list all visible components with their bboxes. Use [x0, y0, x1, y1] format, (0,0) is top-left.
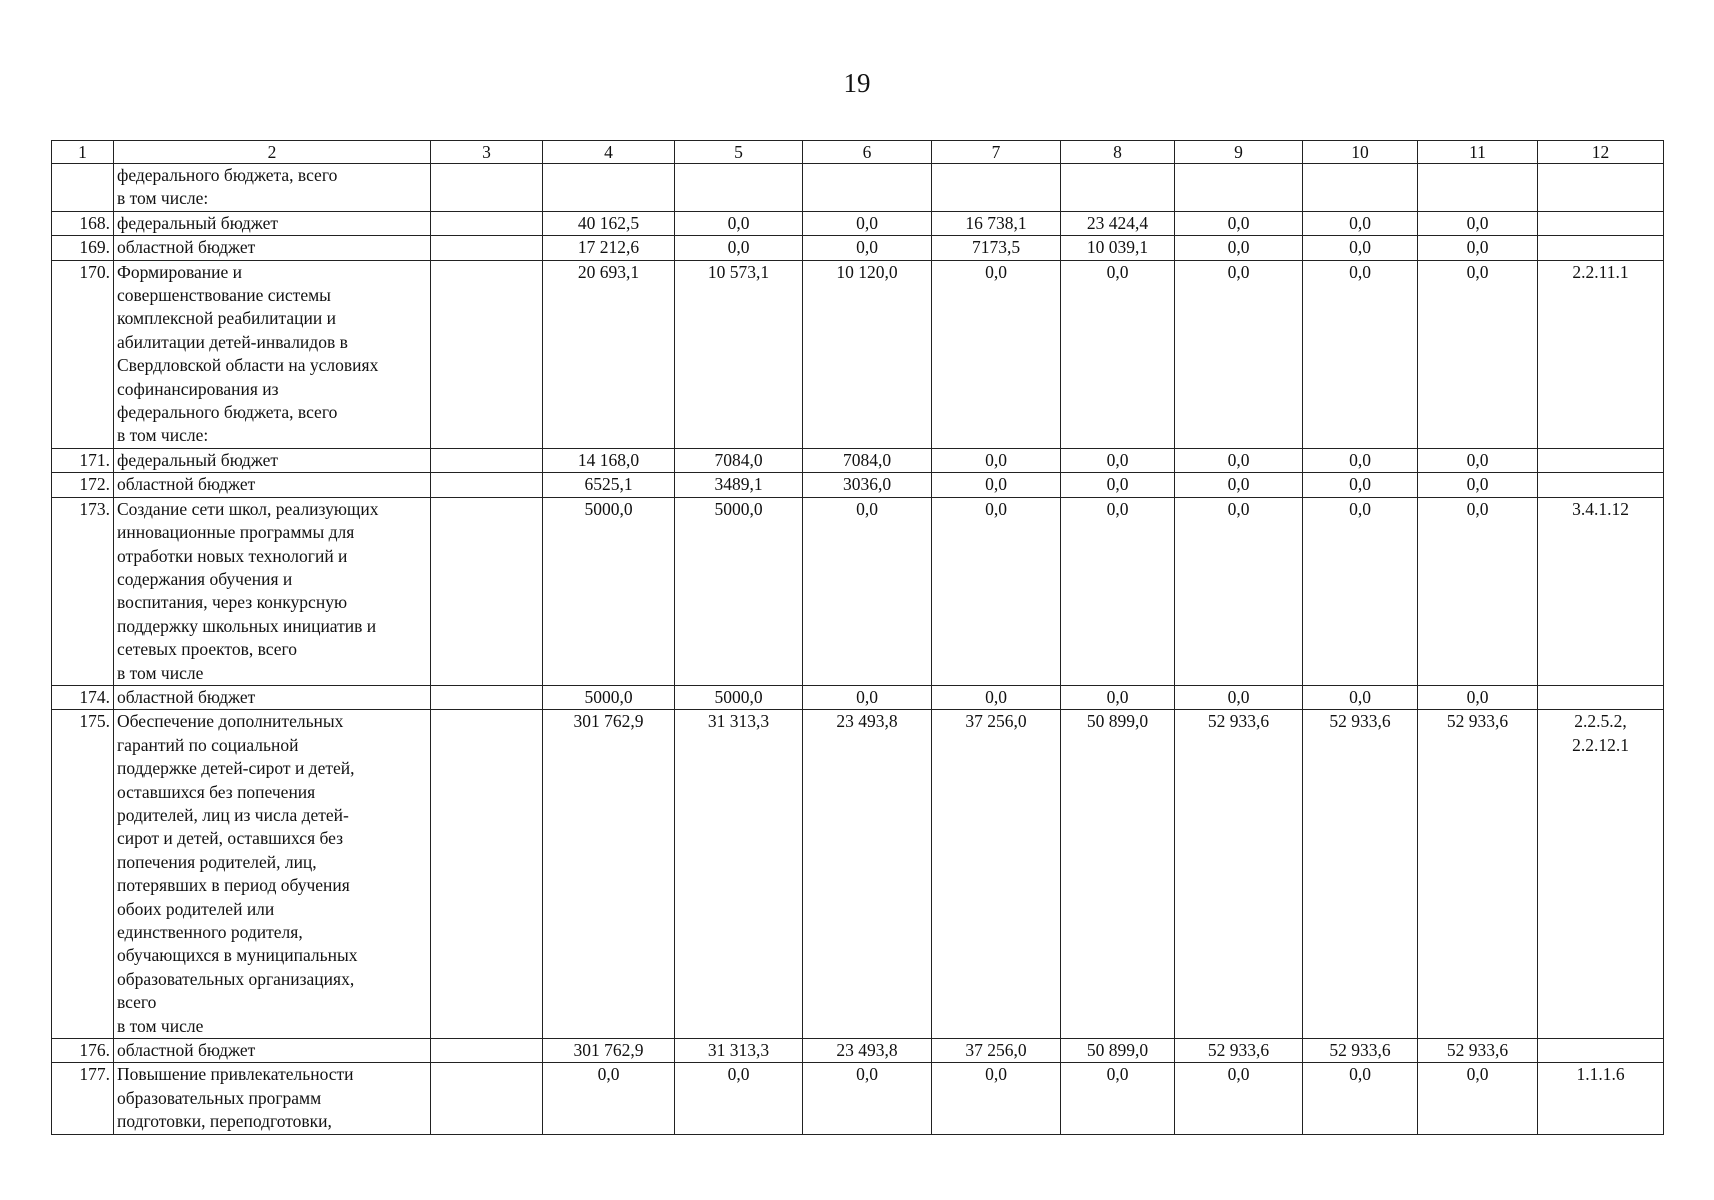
- value-cell: 52 933,6: [1175, 1039, 1303, 1063]
- value-cell: 0,0: [1303, 236, 1418, 260]
- value-cell: 0,0: [1175, 685, 1303, 709]
- value-cell: 0,0: [1061, 685, 1175, 709]
- reference-code: 2.2.11.1: [1538, 260, 1664, 448]
- column-3-cell: [431, 710, 543, 1039]
- value-cell: 0,0: [1175, 448, 1303, 472]
- value-cell: 0,0: [675, 1063, 803, 1134]
- table-row: [52, 236, 1664, 260]
- row-description: Повышение привлекательности образовательных программ подготовки, переподготовки,: [114, 1063, 431, 1134]
- column-number: 4: [543, 141, 675, 164]
- column-3-cell: [431, 164, 543, 212]
- value-cell: 0,0: [932, 473, 1061, 497]
- column-3-cell: [431, 260, 543, 448]
- value-cell: 5000,0: [543, 685, 675, 709]
- column-3-cell: [431, 236, 543, 260]
- value-cell: 17 212,6: [543, 236, 675, 260]
- column-number: 2: [114, 141, 431, 164]
- reference-code: 3.4.1.12: [1538, 497, 1664, 685]
- value-cell: 0,0: [675, 211, 803, 235]
- value-cell: 3489,1: [675, 473, 803, 497]
- value-cell: 0,0: [1061, 1063, 1175, 1134]
- table-row: [52, 685, 1664, 709]
- value-cell: 23 493,8: [803, 1039, 932, 1063]
- table-row: [52, 260, 1664, 448]
- value-cell: 0,0: [932, 685, 1061, 709]
- value-cell: 23 424,4: [1061, 211, 1175, 235]
- value-cell: 10 039,1: [1061, 236, 1175, 260]
- value-cell: 16 738,1: [932, 211, 1061, 235]
- column-number: 1: [52, 141, 114, 164]
- value-cell: 0,0: [932, 260, 1061, 448]
- column-3-cell: [431, 1063, 543, 1134]
- reference-code: [1538, 473, 1664, 497]
- value-cell: 7084,0: [803, 448, 932, 472]
- column-3-cell: [431, 685, 543, 709]
- row-number: 177.: [52, 1063, 114, 1134]
- column-number: 6: [803, 141, 932, 164]
- value-cell: 5000,0: [543, 497, 675, 685]
- table-row: [52, 448, 1664, 472]
- value-cell: 7173,5: [932, 236, 1061, 260]
- value-cell: 0,0: [1061, 448, 1175, 472]
- reference-code: 2.2.5.2, 2.2.12.1: [1538, 710, 1664, 1039]
- value-cell: 0,0: [1418, 685, 1538, 709]
- value-cell: 0,0: [932, 1063, 1061, 1134]
- value-cell: 14 168,0: [543, 448, 675, 472]
- row-description: федеральный бюджет: [114, 211, 431, 235]
- column-3-cell: [431, 1039, 543, 1063]
- value-cell: 0,0: [1061, 473, 1175, 497]
- row-number: 170.: [52, 260, 114, 448]
- row-description: областной бюджет: [114, 685, 431, 709]
- value-cell: 7084,0: [675, 448, 803, 472]
- value-cell: 0,0: [1303, 1063, 1418, 1134]
- reference-code: [1538, 1039, 1664, 1063]
- table-row: [52, 473, 1664, 497]
- row-number: 174.: [52, 685, 114, 709]
- value-cell: [1175, 164, 1303, 212]
- value-cell: 0,0: [1175, 260, 1303, 448]
- row-number: 172.: [52, 473, 114, 497]
- value-cell: 0,0: [1061, 260, 1175, 448]
- value-cell: 0,0: [1303, 260, 1418, 448]
- value-cell: 0,0: [1303, 211, 1418, 235]
- value-cell: [1061, 164, 1175, 212]
- value-cell: [1303, 164, 1418, 212]
- value-cell: 50 899,0: [1061, 1039, 1175, 1063]
- value-cell: 0,0: [1418, 448, 1538, 472]
- value-cell: 31 313,3: [675, 1039, 803, 1063]
- row-description: федеральный бюджет: [114, 448, 431, 472]
- value-cell: 50 899,0: [1061, 710, 1175, 1039]
- column-number: 10: [1303, 141, 1418, 164]
- value-cell: 0,0: [1175, 236, 1303, 260]
- column-number: 12: [1538, 141, 1664, 164]
- column-3-cell: [431, 497, 543, 685]
- value-cell: 23 493,8: [803, 710, 932, 1039]
- value-cell: 301 762,9: [543, 710, 675, 1039]
- row-number: 169.: [52, 236, 114, 260]
- column-number: 5: [675, 141, 803, 164]
- row-description: Формирование и совершенствование системы комплексной реабилитации и абилитации детей-инвалидов в Свердловской области на условиях софинансирования из федерального бюджета, всего в том числе:: [114, 260, 431, 448]
- value-cell: 0,0: [1418, 497, 1538, 685]
- reference-code: [1538, 236, 1664, 260]
- value-cell: 0,0: [1418, 473, 1538, 497]
- column-number: 11: [1418, 141, 1538, 164]
- value-cell: [1418, 164, 1538, 212]
- value-cell: 52 933,6: [1303, 710, 1418, 1039]
- value-cell: 0,0: [1303, 685, 1418, 709]
- row-description: федерального бюджета, всего в том числе:: [114, 164, 431, 212]
- row-number: 168.: [52, 211, 114, 235]
- value-cell: 10 120,0: [803, 260, 932, 448]
- row-number: 175.: [52, 710, 114, 1039]
- value-cell: 37 256,0: [932, 710, 1061, 1039]
- value-cell: 0,0: [1175, 211, 1303, 235]
- row-number: 176.: [52, 1039, 114, 1063]
- value-cell: [803, 164, 932, 212]
- value-cell: [675, 164, 803, 212]
- value-cell: 5000,0: [675, 685, 803, 709]
- budget-table: [51, 140, 1664, 1135]
- value-cell: 0,0: [543, 1063, 675, 1134]
- value-cell: 0,0: [803, 685, 932, 709]
- row-description: Создание сети школ, реализующих инновационные программы для отработки новых технологий и содержания обучения и воспитания, через конкурсную поддержку школьных инициатив и сетевых проектов, всего в том числе: [114, 497, 431, 685]
- row-number: [52, 164, 114, 212]
- value-cell: 52 933,6: [1418, 1039, 1538, 1063]
- value-cell: 6525,1: [543, 473, 675, 497]
- table-row: [52, 164, 1664, 212]
- value-cell: 0,0: [803, 497, 932, 685]
- table-row: [52, 710, 1664, 1039]
- value-cell: 0,0: [1303, 497, 1418, 685]
- value-cell: 5000,0: [675, 497, 803, 685]
- column-number: 3: [431, 141, 543, 164]
- value-cell: 52 933,6: [1303, 1039, 1418, 1063]
- table-row: [52, 211, 1664, 235]
- value-cell: 0,0: [1303, 448, 1418, 472]
- value-cell: 301 762,9: [543, 1039, 675, 1063]
- column-number: 9: [1175, 141, 1303, 164]
- value-cell: 0,0: [803, 236, 932, 260]
- reference-code: [1538, 685, 1664, 709]
- reference-code: [1538, 211, 1664, 235]
- value-cell: 0,0: [1418, 211, 1538, 235]
- value-cell: 52 933,6: [1175, 710, 1303, 1039]
- value-cell: 0,0: [932, 497, 1061, 685]
- table-row: [52, 1039, 1664, 1063]
- value-cell: 0,0: [803, 211, 932, 235]
- row-description: областной бюджет: [114, 236, 431, 260]
- value-cell: 37 256,0: [932, 1039, 1061, 1063]
- value-cell: 0,0: [1418, 260, 1538, 448]
- value-cell: 31 313,3: [675, 710, 803, 1039]
- value-cell: 0,0: [1418, 236, 1538, 260]
- row-description: Обеспечение дополнительных гарантий по социальной поддержке детей-сирот и детей, оставшихся без попечения родителей, лиц из числа детей- сирот и детей, оставшихся без попечения родителей, лиц, потерявших в период обучения обоих родителей или единственного родителя, обучающихся в муниципальных образовательных организациях, всего в том числе: [114, 710, 431, 1039]
- column-number: 8: [1061, 141, 1175, 164]
- reference-code: [1538, 448, 1664, 472]
- table-row: [52, 1063, 1664, 1134]
- value-cell: 0,0: [1175, 473, 1303, 497]
- value-cell: 0,0: [675, 236, 803, 260]
- value-cell: 0,0: [1418, 1063, 1538, 1134]
- value-cell: 0,0: [1303, 473, 1418, 497]
- column-number-row: [52, 141, 1664, 164]
- row-description: областной бюджет: [114, 1039, 431, 1063]
- column-number: 7: [932, 141, 1061, 164]
- reference-code: [1538, 164, 1664, 212]
- reference-code: 1.1.1.6: [1538, 1063, 1664, 1134]
- column-3-cell: [431, 448, 543, 472]
- page-number: 19: [843, 68, 871, 98]
- value-cell: 0,0: [803, 1063, 932, 1134]
- row-description: областной бюджет: [114, 473, 431, 497]
- column-3-cell: [431, 473, 543, 497]
- value-cell: 10 573,1: [675, 260, 803, 448]
- row-number: 173.: [52, 497, 114, 685]
- value-cell: [543, 164, 675, 212]
- value-cell: 20 693,1: [543, 260, 675, 448]
- value-cell: 0,0: [932, 448, 1061, 472]
- row-number: 171.: [52, 448, 114, 472]
- value-cell: 40 162,5: [543, 211, 675, 235]
- value-cell: 52 933,6: [1418, 710, 1538, 1039]
- table-row: [52, 497, 1664, 685]
- value-cell: [932, 164, 1061, 212]
- value-cell: 0,0: [1175, 1063, 1303, 1134]
- value-cell: 0,0: [1175, 497, 1303, 685]
- value-cell: 3036,0: [803, 473, 932, 497]
- column-3-cell: [431, 211, 543, 235]
- value-cell: 0,0: [1061, 497, 1175, 685]
